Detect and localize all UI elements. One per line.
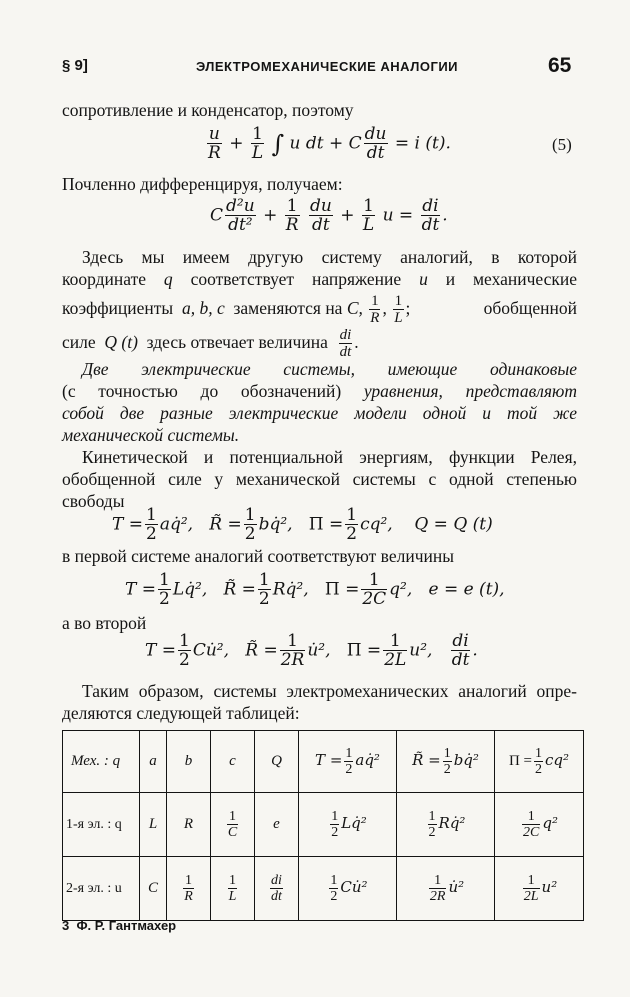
table-cell: $\frac{1}{R}$: [167, 857, 211, 921]
paragraph-line: свободы: [62, 491, 125, 511]
table-header-cell: Π = $\frac{1}{2}$ cq²: [495, 731, 584, 793]
table-cell: L: [140, 793, 167, 857]
equation-energies-second: T = $\frac{1}{2}$ Cu̇², R̃ = $\frac{1}{2R}$ u̇², Π = $\frac{1}{2L}$ u², $\frac{di}{dt}$ .: [145, 631, 478, 671]
table-header-cell: Мех. : q: [63, 731, 140, 793]
paragraph-line: обобщенной силе у механической системы с одной степенью: [62, 469, 577, 489]
table-cell: $\frac{1}{C}$: [211, 793, 255, 857]
paragraph-text: в первой системе аналогий соответствуют величины: [62, 546, 454, 566]
table-header-cell: a: [140, 731, 167, 793]
equation-energies-mechanical: T = $\frac{1}{2}$ aq̇², R̃ = $\frac{1}{2}$ bq̇², Π = $\frac{1}{2}$ cq², Q = Q (t): [112, 505, 493, 545]
table-row: [63, 857, 584, 921]
analogy-table: [62, 730, 584, 921]
table-cell: $\frac{1}{2R}$ u̇²: [397, 857, 495, 921]
paragraph-line: механической системы.: [62, 425, 240, 445]
paragraph-line: координате q соответствует напряжение u и механические: [62, 269, 578, 289]
paragraph-line: Таким образом, системы электромеханических аналогий опре-: [82, 681, 577, 701]
equation-5: $\frac{u}{R}$ + $\frac{1}{L}$ ∫ u dt + C $\frac{du}{dt}$ = i (t).: [208, 124, 451, 164]
table-header-cell: R̃ = $\frac{1}{2}$ bq̇²: [397, 731, 495, 793]
table-header-cell: Q: [255, 731, 299, 793]
table-cell: $\frac{1}{2}$ Rq̇²: [397, 793, 495, 857]
paragraph-line: деляются следующей таблицей:: [62, 703, 300, 723]
table-cell: e: [255, 793, 299, 857]
table-cell: $\frac{1}{2}$ Lq̇²: [299, 793, 397, 857]
paragraph-line: Две электрические системы, имеющие одинаковые: [82, 359, 577, 379]
table-header-cell: b: [167, 731, 211, 793]
paragraph-line: собой две разные электрические модели одной и той же: [62, 403, 577, 423]
table-cell: $\frac{1}{L}$: [211, 857, 255, 921]
paragraph-line: коэффициенты a, b, c заменяются на C, $\frac{1}{R}$ , $\frac{1}{L}$ ; обобщенной: [62, 293, 577, 327]
paragraph-line: Кинетической и потенциальной энергиям, функции Релея,: [82, 447, 577, 467]
table-cell: $\frac{1}{2}$ Cu̇²: [299, 857, 397, 921]
table-row-label: 2-я эл. : u: [63, 857, 140, 921]
page-number: 65: [548, 54, 572, 77]
table-cell: C: [140, 857, 167, 921]
paragraph-text: Почленно дифференцируя, получаем:: [62, 174, 343, 194]
paragraph-text: сопротивление и конденсатор, поэтому: [62, 100, 354, 120]
signature-mark: 3 Ф. Р. Гантмахер: [62, 918, 177, 933]
table-header-row: [63, 731, 584, 793]
paragraph-text: а во второй: [62, 613, 147, 633]
paragraph-line: (с точностью до обозначений) уравнения, представляют: [62, 381, 577, 401]
table-cell: $\frac{di}{dt}$: [255, 857, 299, 921]
equation-energies-first: T = $\frac{1}{2}$ Lq̇², R̃ = $\frac{1}{2}$ Rq̇², Π = $\frac{1}{2C}$ q², e = e (t),: [125, 570, 505, 610]
table-cell: $\frac{1}{2C}$ q²: [495, 793, 584, 857]
table-row-label: 1-я эл. : q: [63, 793, 140, 857]
table-cell: R: [167, 793, 211, 857]
table-header-cell: c: [211, 731, 255, 793]
section-marker: § 9]: [62, 57, 88, 74]
table-cell: $\frac{1}{2L}$ u²: [495, 857, 584, 921]
equation-6: C $\frac{\text{d²u}}{\text{dt²}}$ + $\frac{1}{R}$ $\frac{du}{dt}$ + $\frac{1}{L}$ u = $\frac{di}{dt}$ .: [210, 196, 448, 236]
table-row: [63, 793, 584, 857]
running-title: ЭЛЕКТРОМЕХАНИЧЕСКИЕ АНАЛОГИИ: [196, 59, 459, 74]
table-header-cell: T = $\frac{1}{2}$ aq̇²: [299, 731, 397, 793]
paragraph-line: Здесь мы имеем другую систему аналогий, в которой: [82, 247, 577, 267]
paragraph-line: силе Q (t) здесь отвечает величина $\frac{di}{dt}$ .: [62, 327, 359, 361]
equation-number: (5): [552, 135, 572, 154]
